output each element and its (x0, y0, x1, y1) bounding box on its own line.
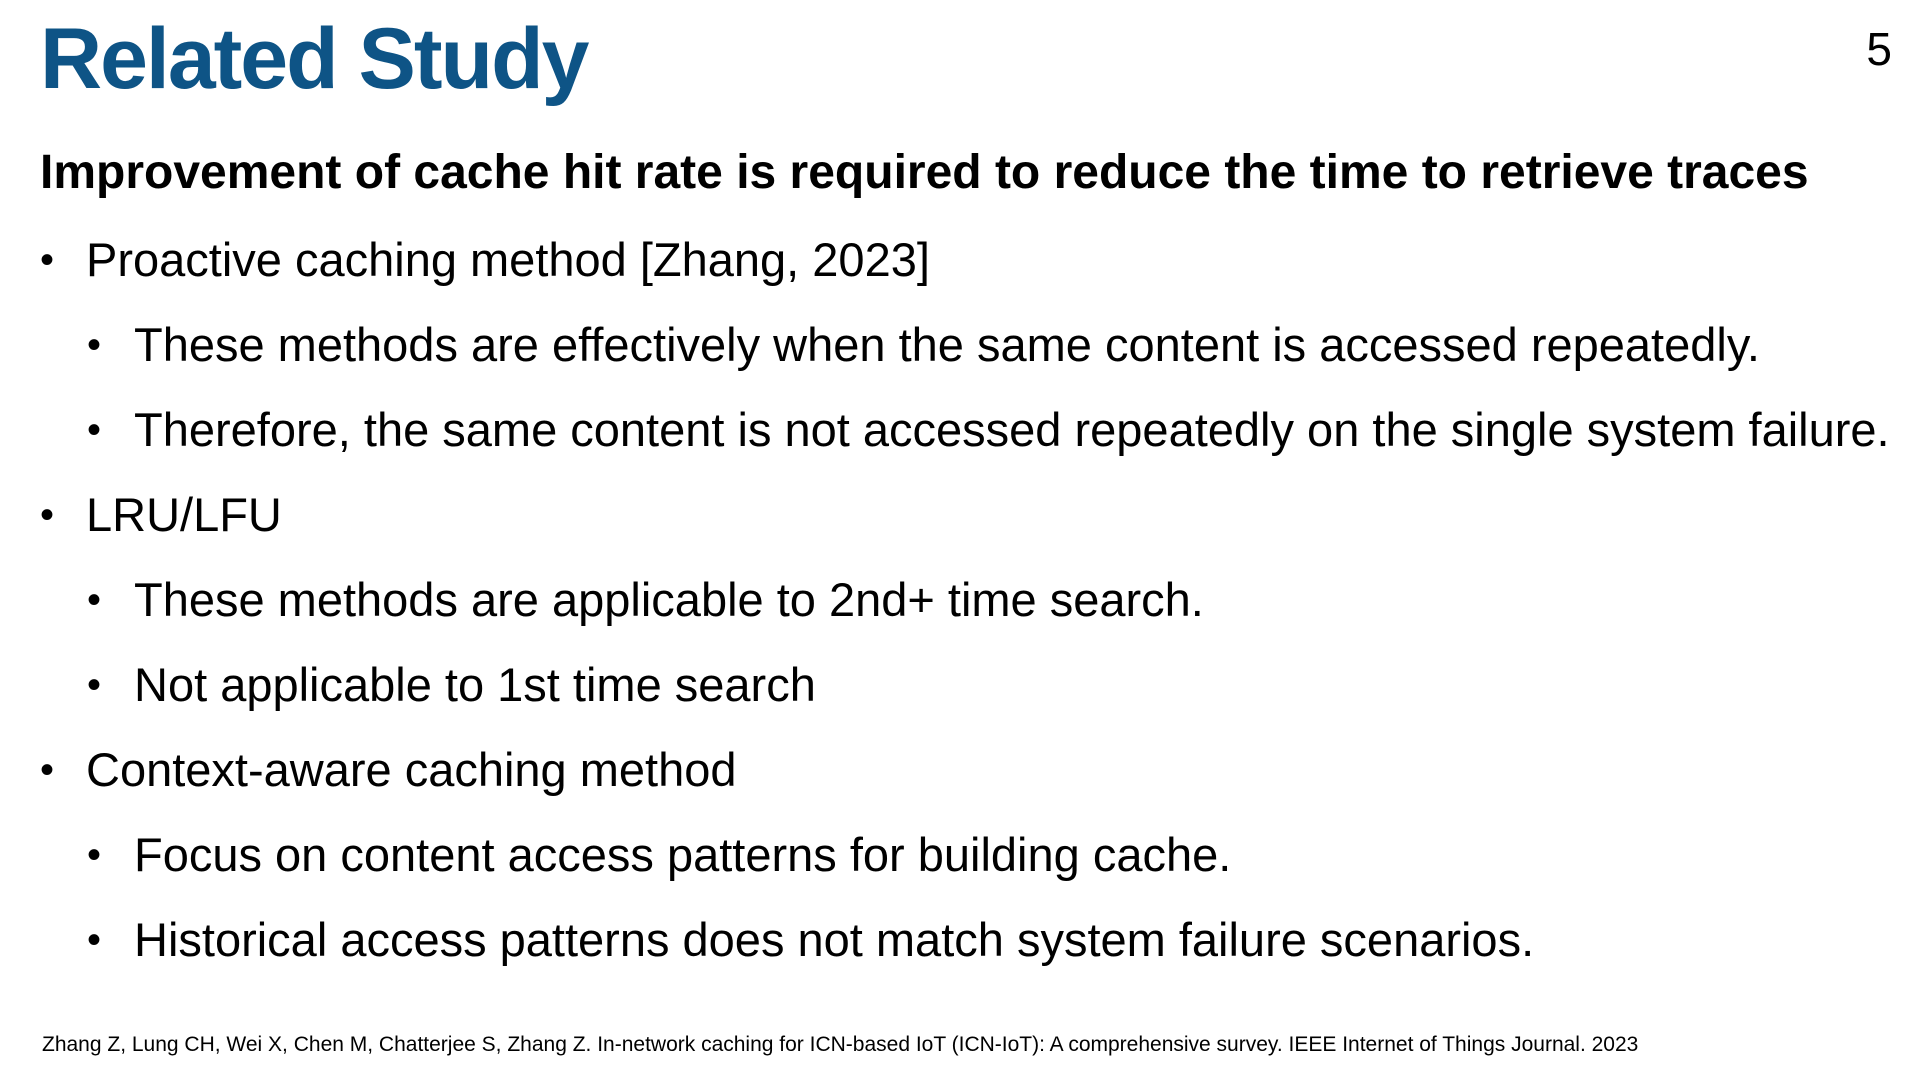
sub-bullet-item (0, 567, 1890, 652)
reference-citation: Zhang Z, Lung CH, Wei X, Chen M, Chatterjee S, Zhang Z. In-network caching for ICN-based IoT (ICN-IoT): A comprehensive survey. IEEE Internet of Things Journal. 2023 (42, 1033, 1639, 1056)
bullet-text: LRU/LFU (86, 488, 282, 541)
sub-bullet-item (0, 652, 1890, 737)
bullet-icon: • (87, 663, 102, 707)
bullet-text: Proactive caching method [Zhang, 2023] (86, 233, 930, 286)
bullet-icon: • (40, 238, 55, 282)
bullet-list (0, 227, 1890, 992)
slide-title: Related Study (40, 11, 588, 107)
bullet-text: These methods are applicable to 2nd+ time search. (134, 573, 1204, 626)
bullet-text: These methods are effectively when the same content is accessed repeatedly. (134, 318, 1760, 371)
bullet-text: Not applicable to 1st time search (134, 658, 816, 711)
bullet-text: Historical access patterns does not match system failure scenarios. (134, 913, 1535, 966)
bullet-icon: • (87, 578, 102, 622)
bullet-item-proactive-caching (0, 227, 1890, 312)
slide-subheading: Improvement of cache hit rate is required to reduce the time to retrieve traces (40, 146, 1809, 199)
bullet-icon: • (40, 493, 55, 537)
bullet-item-lru-lfu (0, 482, 1890, 567)
bullet-text: Context-aware caching method (86, 743, 737, 796)
bullet-text: Focus on content access patterns for building cache. (134, 828, 1232, 881)
sub-bullet-item (0, 907, 1890, 992)
bullet-icon: • (40, 748, 55, 792)
bullet-text: Therefore, the same content is not accessed repeatedly on the single system failure. (134, 403, 1890, 456)
bullet-icon: • (87, 918, 102, 962)
bullet-icon: • (87, 408, 102, 452)
sub-bullet-item (0, 312, 1890, 397)
bullet-icon: • (87, 323, 102, 367)
sub-bullet-item (0, 822, 1890, 907)
bullet-item-context-aware-caching (0, 737, 1890, 822)
sub-bullet-item (0, 397, 1890, 482)
page-number: 5 (1866, 23, 1892, 75)
bullet-icon: • (87, 833, 102, 877)
